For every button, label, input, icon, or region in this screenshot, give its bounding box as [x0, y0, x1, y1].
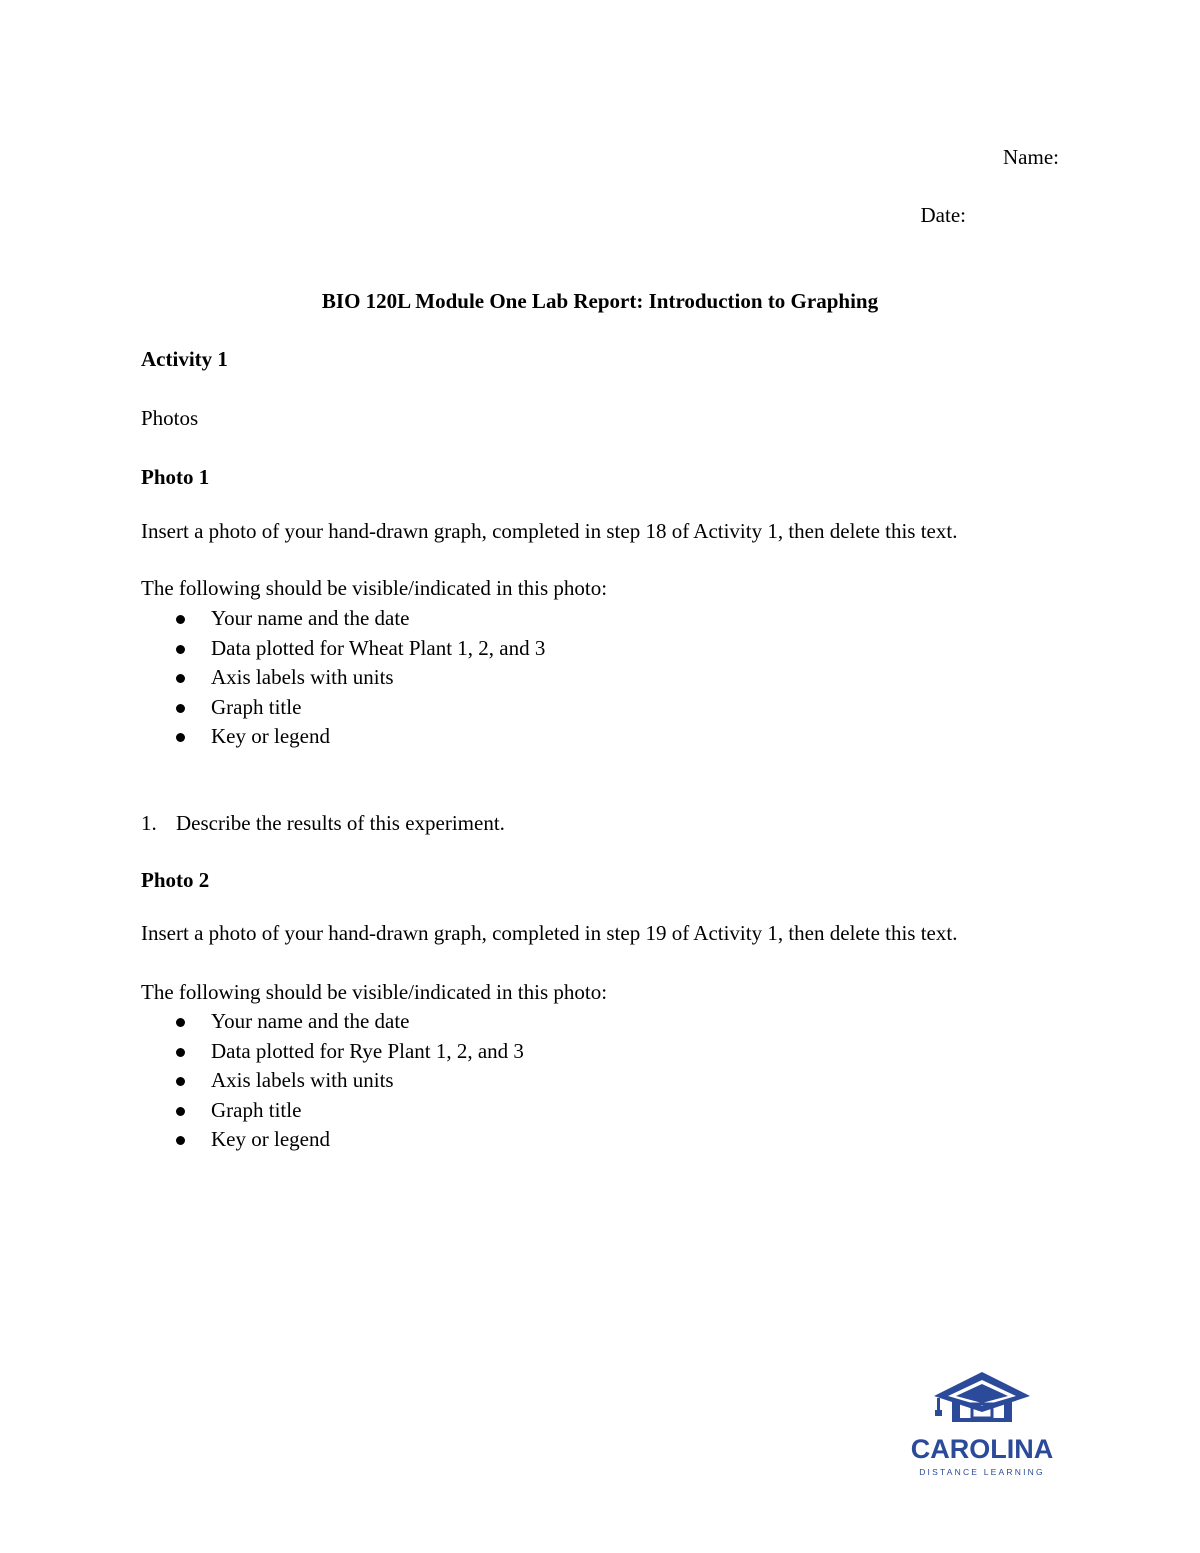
list-item: Axis labels with units: [141, 663, 545, 693]
logo-wordmark: CAROLINA: [910, 1434, 1054, 1464]
list-item: Graph title: [141, 1096, 524, 1126]
photos-subheading: Photos: [141, 406, 199, 430]
photo-1-heading: Photo 1: [141, 465, 210, 489]
name-field-label: Name:: [1003, 145, 1059, 169]
list-item: Your name and the date: [141, 1007, 524, 1037]
question-1-number: 1.: [141, 811, 157, 835]
document-title: BIO 120L Module One Lab Report: Introduction to Graphing: [321, 289, 879, 313]
logo-tagline: DISTANCE LEARNING: [919, 1467, 1045, 1477]
photo-1-instruction: Insert a photo of your hand-drawn graph, completed in step 18 of Activity 1, then delete this text.: [141, 519, 958, 543]
list-item: Key or legend: [141, 722, 545, 752]
list-item: Your name and the date: [141, 604, 545, 634]
photo-1-checklist-intro: The following should be visible/indicated in this photo:: [141, 576, 608, 600]
question-1-text: Describe the results of this experiment.: [176, 811, 505, 835]
house-graduation-cap-icon: [934, 1372, 1030, 1422]
photo-1-checklist: [141, 604, 545, 752]
list-item: Key or legend: [141, 1125, 524, 1155]
photo-2-checklist: [141, 1007, 524, 1155]
photo-2-heading: Photo 2: [141, 868, 210, 892]
list-item: Axis labels with units: [141, 1066, 524, 1096]
photo-2-checklist-intro: The following should be visible/indicated in this photo:: [141, 980, 608, 1004]
list-item: Data plotted for Wheat Plant 1, 2, and 3: [141, 634, 545, 664]
list-item: Data plotted for Rye Plant 1, 2, and 3: [141, 1037, 524, 1067]
activity-1-heading: Activity 1: [141, 347, 228, 371]
list-item: Graph title: [141, 693, 545, 723]
carolina-distance-learning-logo: [910, 1372, 1054, 1480]
date-field-label: Date:: [920, 203, 966, 227]
photo-2-instruction: Insert a photo of your hand-drawn graph, completed in step 19 of Activity 1, then delete this text.: [141, 921, 958, 945]
question-1: [141, 811, 505, 836]
